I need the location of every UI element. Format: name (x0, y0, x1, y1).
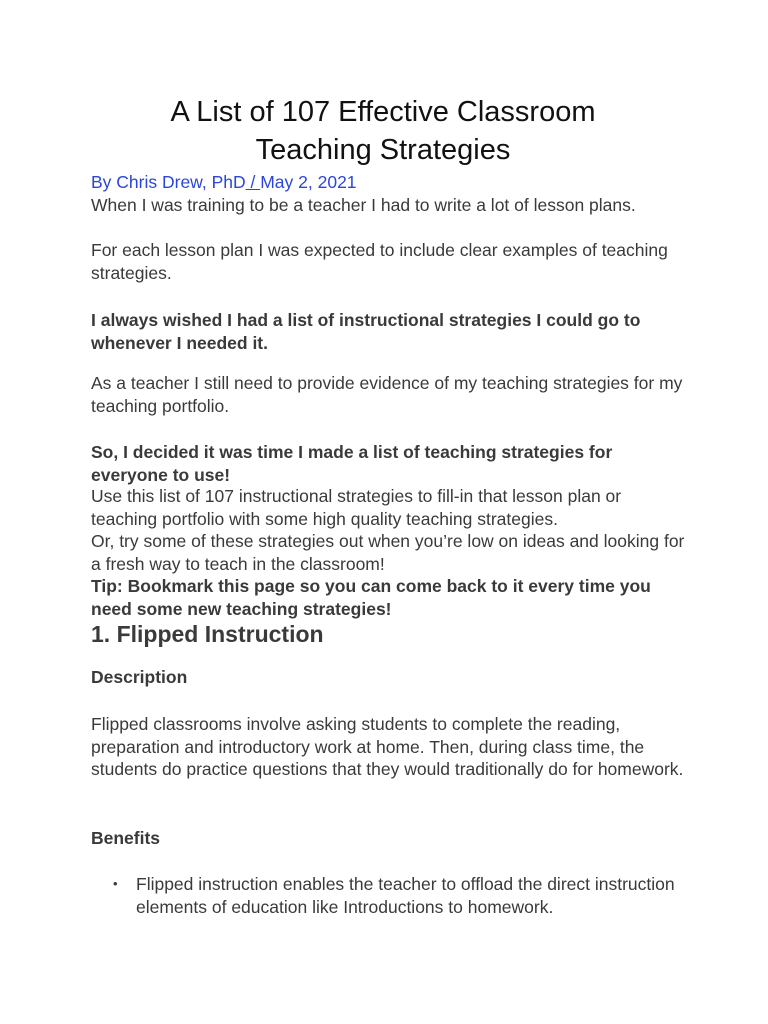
paragraph-6: Use this list of 107 instructional strategies to fill-in that lesson plan or teaching portfolio with some high quality teaching strategies. (91, 486, 622, 529)
benefits-list (91, 873, 691, 918)
paragraph-5-bold: So, I decided it was time I made a list of teaching strategies for everyone to use! (91, 442, 613, 485)
date-link[interactable]: May 2, 2021 (260, 172, 357, 192)
article-title-line1: A List of 107 Effective Classroom (170, 96, 596, 128)
benefit-text: Flipped instruction enables the teacher to offload the direct instruction elements of education like Introductions to homework. (136, 874, 675, 917)
article-title (75, 93, 691, 169)
paragraph-7: Or, try some of these strategies out when you’re low on ideas and looking for a fresh way to teach in the classroom! (91, 531, 685, 574)
paragraph-4: As a teacher I still need to provide evidence of my teaching strategies for my teaching portfolio. (91, 373, 683, 416)
tip-paragraph: Tip: Bookmark this page so you can come back to it every time you need some new teaching strategies! (91, 576, 651, 619)
description-label: Description (91, 667, 188, 687)
paragraph-1: When I was training to be a teacher I had to write a lot of lesson plans. (91, 195, 636, 215)
benefits-label: Benefits (91, 828, 161, 848)
paragraph-3-bold: I always wished I had a list of instructional strategies I could go to whenever I needed it. (91, 310, 641, 353)
byline-separator: / (245, 172, 261, 192)
description-text: Flipped classrooms involve asking students to complete the reading, preparation and introductory work at home. Then, during class time, the students do practice questions that they would traditionally do for homework. (91, 714, 684, 779)
list-item (91, 873, 691, 918)
article-title-line2: Teaching Strategies (255, 134, 511, 166)
paragraph-2: For each lesson plan I was expected to include clear examples of teaching strategies. (91, 240, 668, 283)
byline (91, 171, 357, 193)
section-heading-flipped-instruction: 1. Flipped Instruction (91, 621, 324, 647)
author-link[interactable]: By Chris Drew, PhD / (91, 172, 261, 192)
bullet-icon: • (113, 876, 118, 891)
